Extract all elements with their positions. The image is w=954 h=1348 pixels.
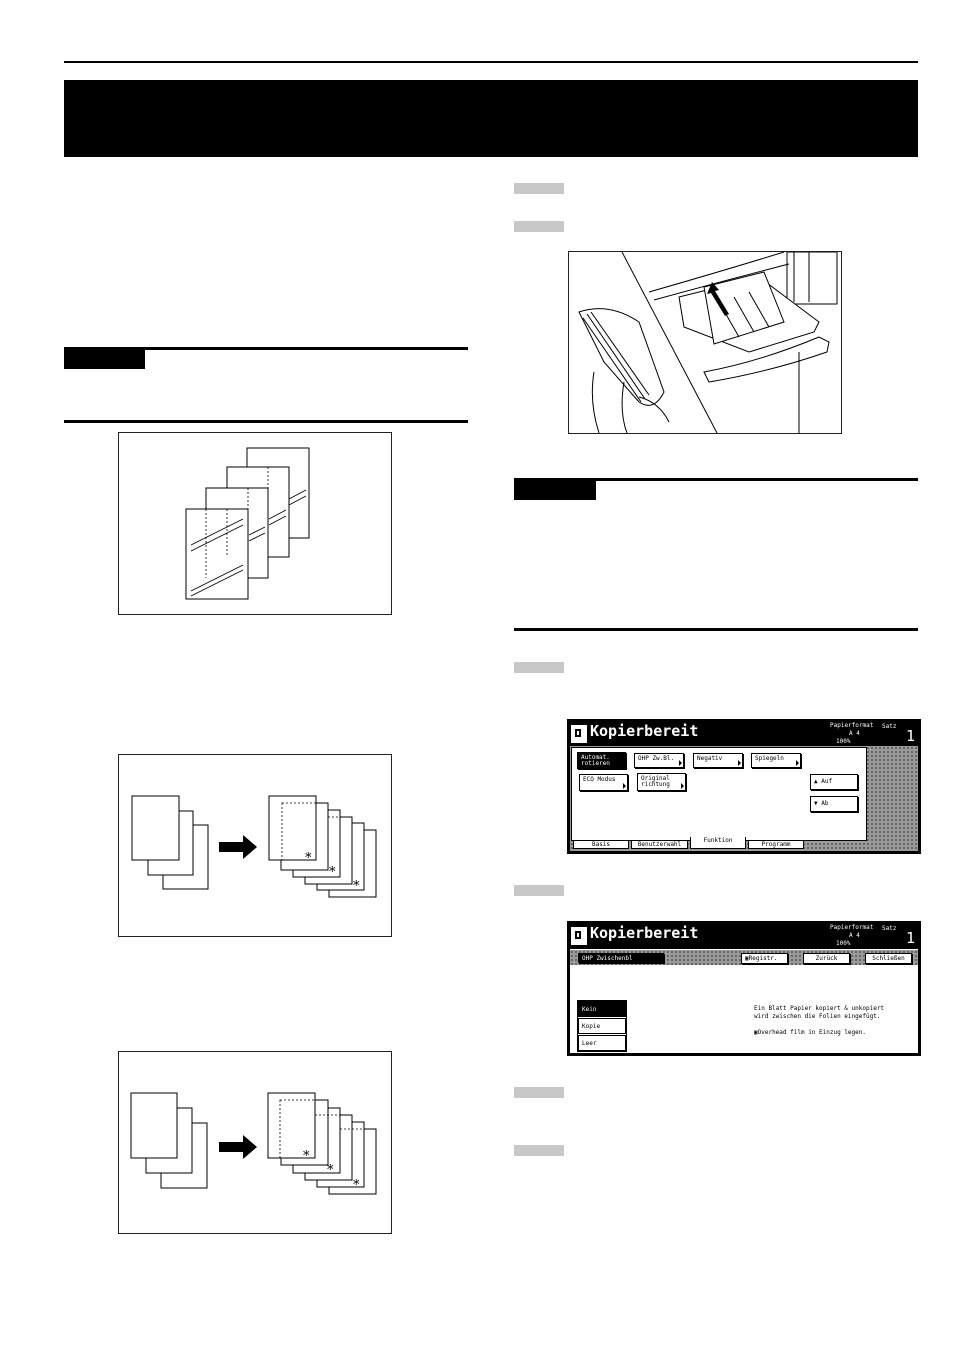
svg-text:*: * (305, 851, 312, 866)
panel2-message-line2: wird zwischen die Folien eingefügt. (754, 1013, 881, 1020)
option-leer[interactable]: Leer (578, 1035, 626, 1051)
bypass-tray-loading-figure (568, 251, 842, 434)
section-rule-right (514, 628, 918, 631)
panel2-title: Kopierbereit (590, 924, 699, 942)
register-label: Registr. (748, 955, 778, 962)
original-orientation-button[interactable] (637, 773, 686, 791)
scroll-up-label: Auf (821, 778, 833, 785)
back-button[interactable]: Zurück (803, 953, 850, 964)
panel1-paper-value: A 4 (849, 730, 860, 737)
ohp-interleave-button[interactable] (634, 753, 684, 768)
panel2-message-line1: Ein Blatt Papier kopiert & unkopiert (754, 1005, 885, 1012)
svg-text:*: * (353, 879, 360, 894)
step-marker-5 (514, 1087, 564, 1098)
info-icon: ▣ (754, 1029, 758, 1036)
step-marker-2 (514, 221, 564, 232)
option-kopie[interactable]: Kopie (578, 1018, 626, 1034)
copier-panel-function-tab (567, 719, 921, 854)
panel1-copy-count: 1 (906, 727, 916, 745)
negativ-label: Negativ (697, 755, 723, 762)
panel2-paper-value: A 4 (849, 932, 860, 939)
panel2-copy-count: 1 (906, 929, 916, 947)
spiegeln-button[interactable] (751, 753, 801, 768)
panel1-set-label: Satz (882, 723, 897, 730)
original-orientation-label: Original richtung (641, 775, 670, 788)
step-marker-1 (514, 183, 564, 194)
option-list (577, 1000, 627, 1052)
auto-rotate-button[interactable]: Automat. rotieren (577, 752, 626, 769)
step-marker-6 (514, 1145, 564, 1156)
panel2-message-line3: Overhead film in Einzug legen. (757, 1029, 866, 1036)
eco-mode-button[interactable] (579, 774, 628, 791)
note-label-right (514, 478, 596, 500)
title-band (64, 80, 918, 157)
ohp-interleave-label: OHP Zw.Bl. (638, 755, 675, 762)
up-arrow-icon: ▲ (814, 778, 822, 785)
panel1-paper-format-label: Papierformat (830, 722, 874, 729)
svg-text:*: * (303, 1149, 310, 1164)
panel1-title: Kopierbereit (590, 722, 699, 740)
transparency-stack-figure (118, 432, 392, 615)
panel2-message-line3-row (754, 1029, 866, 1036)
panel1-status-icon (571, 725, 587, 743)
down-arrow-icon: ▼ (814, 800, 822, 807)
step-marker-4 (514, 885, 564, 896)
register-icon: ▣ (745, 955, 749, 962)
tab-basis[interactable]: Basis (573, 840, 629, 849)
negativ-button[interactable] (693, 753, 743, 768)
svg-text:*: * (327, 1163, 334, 1178)
step-marker-3 (514, 662, 564, 673)
scroll-up-button[interactable] (810, 774, 858, 790)
svg-text:*: * (353, 1178, 360, 1193)
tab-funktion[interactable]: Funktion (690, 837, 746, 849)
interleave-figure-copy (118, 754, 392, 937)
top-rule (64, 61, 918, 63)
spiegeln-label: Spiegeln (755, 755, 784, 762)
note-label-left (64, 347, 145, 369)
svg-text:*: * (329, 865, 336, 880)
panel2-status-icon (571, 927, 587, 945)
section-rule-left (64, 420, 468, 423)
option-kein[interactable]: Kein (578, 1001, 626, 1017)
panel2-mode-label: OHP Zwischenbl (578, 953, 664, 963)
copier-panel-ohp-interleave (567, 921, 921, 1056)
tab-benutzerwahl[interactable]: Benutzerwahl (631, 840, 688, 849)
close-button[interactable]: Schließen (865, 953, 912, 964)
interleave-figure-blank (118, 1051, 392, 1234)
panel2-paper-format-label: Papierformat (830, 924, 874, 931)
panel2-set-label: Satz (882, 925, 897, 932)
scroll-down-label: Ab (821, 800, 829, 807)
panel2-zoom: 100% (836, 940, 851, 947)
eco-mode-label: ECO Modus (583, 776, 616, 783)
register-button[interactable] (741, 953, 788, 964)
scroll-down-button[interactable] (810, 796, 858, 812)
tab-programm[interactable]: Programm (748, 840, 804, 849)
panel1-zoom: 100% (836, 738, 851, 745)
